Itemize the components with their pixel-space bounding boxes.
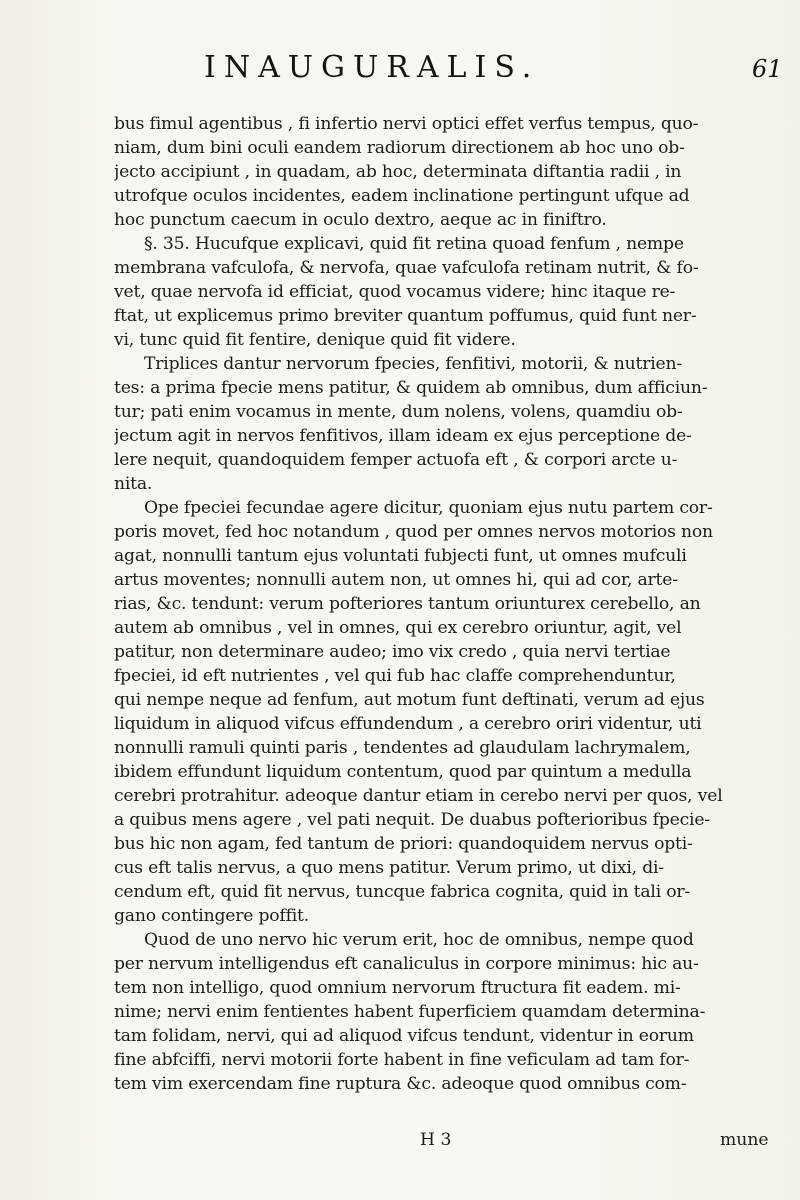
text-line: nonnulli ramuli quinti paris , tendentes ad glaudulam lachrymalem, (114, 738, 691, 758)
text-line: jectum agit in nervos fenfitivos, illam ideam ex ejus perceptione de- (114, 426, 692, 446)
text-line: cendum eft, quid fit nervus, tuncque fabrica cognita, quid in tali or- (114, 882, 691, 902)
text-line: gano contingere poffit. (114, 906, 310, 926)
text-line: tes: a prima fpecie mens patitur, & quidem ab omnibus, dum afficiun- (114, 378, 708, 398)
paragraph-start-line: Quod de uno nervo hic verum erit, hoc de omnibus, nempe quod (144, 930, 694, 950)
body-text (114, 112, 794, 1096)
text-line: artus moventes; nonnulli autem non, ut omnes hi, qui ad cor, arte- (114, 570, 678, 590)
page-header (0, 48, 800, 88)
running-title: INAUGURALIS. (204, 50, 540, 85)
text-line: vi, tunc quid fit fentire, denique quid fit videre. (114, 330, 516, 350)
text-line: poris movet, fed hoc notandum , quod per omnes nervos motorios non (114, 522, 713, 542)
text-line: bus fimul agentibus , fi infertio nervi optici effet verfus tempus, quo- (114, 114, 699, 134)
text-line: nita. (114, 474, 153, 494)
catchword: mune (720, 1130, 769, 1150)
text-line: tur; pati enim vocamus in mente, dum nolens, volens, quamdiu ob- (114, 402, 683, 422)
text-line: qui nempe neque ad fenfum, aut motum funt deftinati, verum ad ejus (114, 690, 705, 710)
text-line: liquidum in aliquod vifcus effundendum , a cerebro oriri videntur, uti (114, 714, 702, 734)
text-line: membrana vafculofa, & nervofa, quae vafculofa retinam nutrit, & fo- (114, 258, 699, 278)
page-footer (0, 1128, 800, 1152)
text-line: ftat, ut explicemus primo breviter quantum poffumus, quid funt ner- (114, 306, 697, 326)
text-line: patitur, non determinare audeo; imo vix credo , quia nervi tertiae (114, 642, 671, 662)
text-line: tam folidam, nervi, qui ad aliquod vifcus tendunt, videntur in eorum (114, 1026, 694, 1046)
text-line: tem non intelligo, quod omnium nervorum ftructura fit eadem. mi- (114, 978, 681, 998)
text-line: fpeciei, id eft nutrientes , vel qui fub hac claffe comprehenduntur, (114, 666, 676, 686)
text-line: rias, &c. tendunt: verum pofteriores tantum oriunturex cerebello, an (114, 594, 701, 614)
paragraph-start-line: Ope fpeciei fecundae agere dicitur, quoniam ejus nutu partem cor- (144, 498, 713, 518)
page-number: 61 (752, 55, 783, 83)
text-line: per nervum intelligendus eft canaliculus in corpore minimus: hic au- (114, 954, 699, 974)
text-line: a quibus mens agere , vel pati nequit. De duabus pofterioribus fpecie- (114, 810, 710, 830)
text-line: agat, nonnulli tantum ejus voluntati fubjecti funt, ut omnes mufculi (114, 546, 687, 566)
text-line: hoc punctum caecum in oculo dextro, aeque ac in finiftro. (114, 210, 607, 230)
text-line: niam, dum bini oculi eandem radiorum directionem ab hoc uno ob- (114, 138, 685, 158)
paragraph-start-line: Triplices dantur nervorum fpecies, fenfitivi, motorii, & nutrien- (144, 354, 682, 374)
text-line: tem vim exercendam fine ruptura &c. adeoque quod omnibus com- (114, 1074, 687, 1094)
text-line: fine abfciffi, nervi motorii forte habent in fine veficulam ad tam for- (114, 1050, 690, 1070)
text-line: autem ab omnibus , vel in omnes, qui ex cerebro oriuntur, agit, vel (114, 618, 682, 638)
text-line: jecto accipiunt , in quadam, ab hoc, determinata diftantia radii , in (114, 162, 682, 182)
section-heading-line: §. 35. Hucufque explicavi, quid fit retina quoad fenfum , nempe (144, 234, 684, 254)
text-line: nime; nervi enim fentientes habent fuperficiem quamdam determina- (114, 1002, 706, 1022)
text-line: bus hic non agam, fed tantum de priori: quandoquidem nervus opti- (114, 834, 693, 854)
text-line: lere nequit, quandoquidem femper actuofa eft , & corpori arcte u- (114, 450, 678, 470)
text-line: utrofque oculos incidentes, eadem inclinatione pertingunt ufque ad (114, 186, 690, 206)
text-line: ibidem effundunt liquidum contentum, quod par quintum a medulla (114, 762, 692, 782)
text-line: cus eft talis nervus, a quo mens patitur. Verum primo, ut dixi, di- (114, 858, 664, 878)
text-line: vet, quae nervofa id efficiat, quod vocamus videre; hinc itaque re- (114, 282, 676, 302)
text-line: cerebri protrahitur. adeoque dantur etiam in cerebo nervi per quos, vel (114, 786, 723, 806)
signature-mark: H 3 (420, 1130, 452, 1150)
